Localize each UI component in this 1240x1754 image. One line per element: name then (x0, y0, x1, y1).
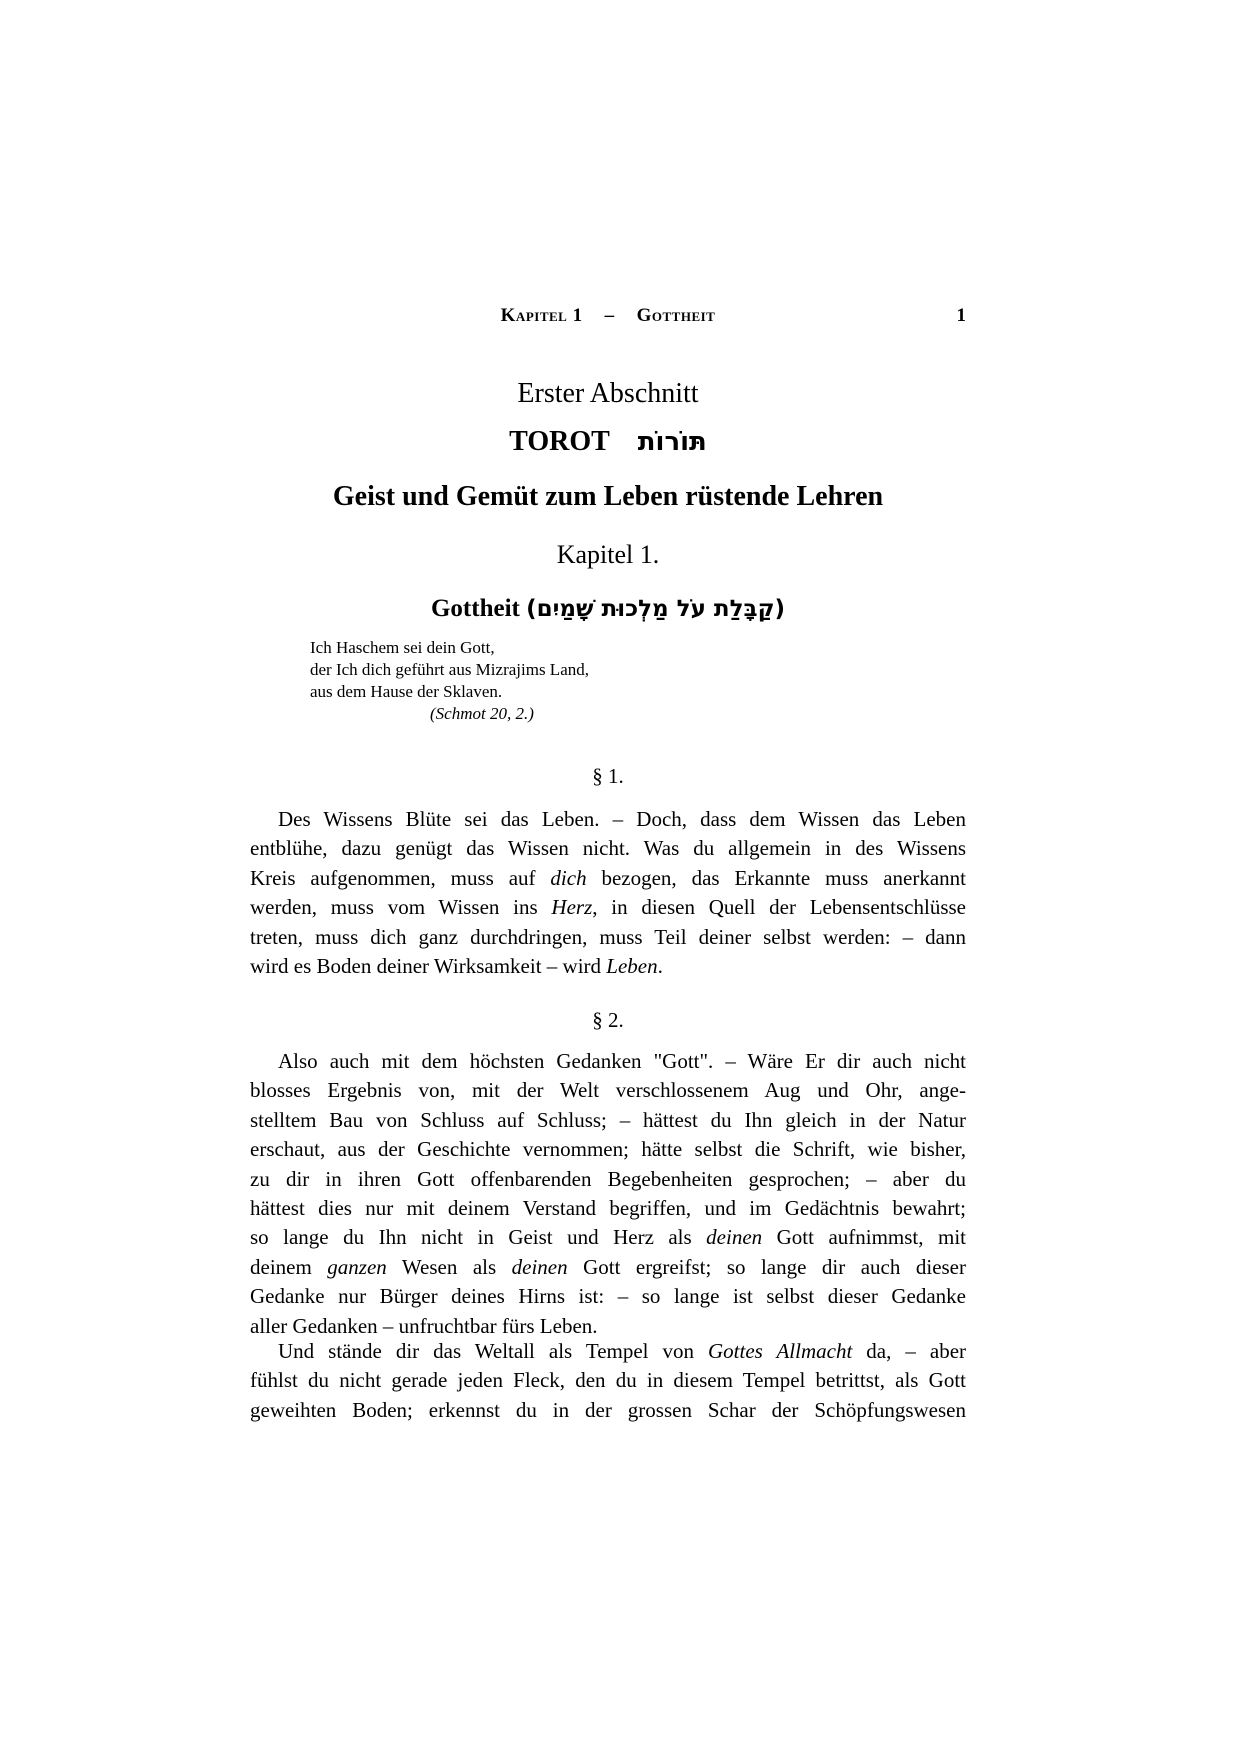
main-title-hebrew: תּוֹרוֹת (637, 427, 707, 457)
text-line: Kreis aufgenommen, muss auf dich bezogen, das Erkannte muss anerkannt (250, 865, 966, 890)
section-mark: § 2. (592, 1008, 624, 1032)
motto-line: der Ich dich geführt aus Mizrajims Land, (310, 660, 589, 679)
text-line: erschaut, aus der Geschichte vernommen; hätte selbst die Schrift, wie bisher, (250, 1137, 966, 1162)
motto-line: Ich Haschem sei dein Gott, (310, 638, 495, 657)
chapter-title (250, 595, 966, 623)
book-page (250, 0, 966, 1754)
header-chapter: Kapitel 1 (500, 305, 583, 326)
paragraph-2-continuation (250, 1337, 966, 1425)
text-line: wird es Boden deiner Wirksamkeit – wird Leben. (250, 954, 663, 979)
motto-source: (Schmot 20, 2.) (430, 704, 534, 723)
subtitle: Geist und Gemüt zum Leben rüstende Lehren (332, 481, 884, 512)
motto-line: aus dem Hause der Sklaven. (310, 682, 503, 701)
page-number: 1 (956, 305, 966, 326)
text-line: stelltem Bau von Schluss auf Schluss; – hättest du Ihn gleich in der Natur (250, 1107, 966, 1132)
text-line: treten, muss dich ganz durchdringen, muss Teil deiner selbst werden: – dann (250, 924, 966, 949)
running-header-title (250, 305, 966, 327)
chapter-title-hebrew: (קַבָּלַת עֹל מַלְכוּת שָׁמַיִם) (526, 596, 786, 622)
header-dash: – (604, 305, 615, 326)
text-line: geweihten Boden; erkennst du in der grossen Schar der Schöpfungswesen (250, 1397, 966, 1422)
motto-quote (310, 637, 910, 725)
text-line: zu dir in ihren Gott offenbarenden Begebenheiten gesprochen; – aber du (250, 1166, 966, 1191)
text-line: werden, muss vom Wissen ins Herz, in diesen Quell der Lebensentschlüsse (250, 895, 967, 920)
section-mark: § 1. (592, 764, 624, 788)
text-line: Also auch mit dem höchsten Gedanken "Gott". – Wäre Er dir auch nicht (278, 1049, 966, 1073)
text-line: Und stände dir das Weltall als Tempel von Gottes Allmacht da, – aber (278, 1339, 967, 1363)
paragraph-2 (250, 1047, 966, 1341)
text-line: fühlst du nicht gerade jeden Fleck, den du in diesem Tempel betrittst, als Gott (250, 1368, 966, 1393)
header-topic: Gottheit (636, 305, 716, 326)
chapter-title-latin: Gottheit (430, 595, 520, 622)
text-line: blosses Ergebnis von, mit der Welt verschlossenem Aug und Ohr, ange- (250, 1078, 966, 1103)
text-line: hättest dies nur mit deinem Verstand begriffen, und im Gedächtnis bewahrt; (250, 1196, 966, 1221)
running-header (250, 305, 966, 335)
section-label: Erster Abschnitt (517, 378, 699, 409)
text-line: so lange du Ihn nicht in Geist und Herz als deinen Gott aufnimmst, mit (250, 1225, 966, 1250)
text-line: deinem ganzen Wesen als deinen Gott ergreifst; so lange dir auch dieser (250, 1254, 966, 1279)
main-title (250, 426, 966, 458)
main-title-latin: TOROT (509, 426, 610, 457)
paragraph-1 (250, 805, 966, 981)
chapter-label: Kapitel 1. (556, 540, 660, 569)
text-line: Gedanke nur Bürger deines Hirns ist: – so lange ist selbst dieser Gedanke (250, 1284, 966, 1309)
text-line: Des Wissens Blüte sei das Leben. – Doch, dass dem Wissen das Leben (278, 807, 966, 831)
text-line: entblühe, dazu genügt das Wissen nicht. Was du allgemein in des Wissens (250, 836, 966, 861)
text-line: aller Gedanken – unfruchtbar fürs Leben. (250, 1313, 598, 1338)
